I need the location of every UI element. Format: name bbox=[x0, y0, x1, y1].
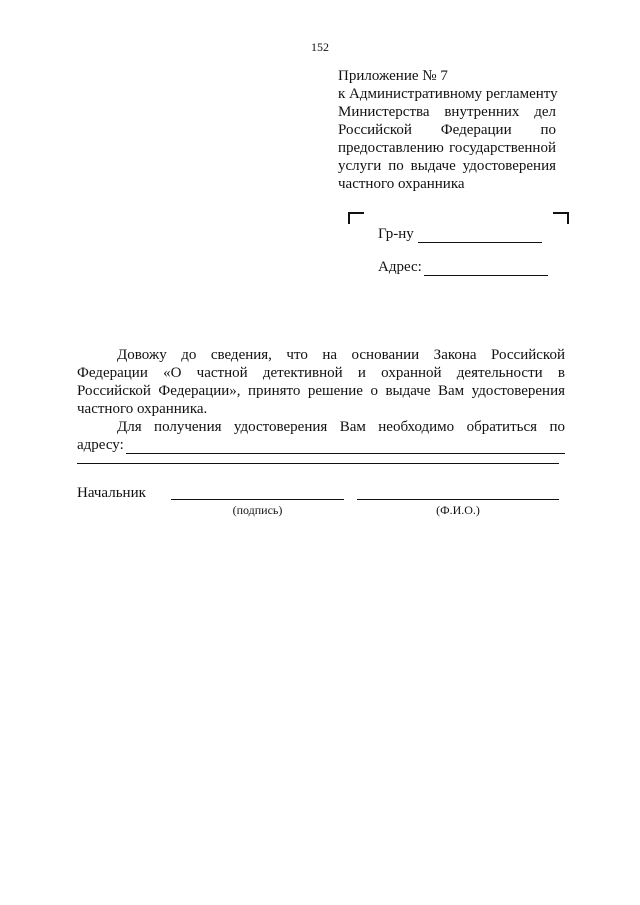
notice-line: частного охранника. bbox=[77, 401, 208, 417]
notice-line: Российской Федерации», принято решение о выдаче Вам удостоверения bbox=[77, 383, 565, 399]
recipient-name-label: Гр-ну bbox=[378, 226, 414, 242]
instruction-line: Для получения удостоверения Вам необходимо обратиться по bbox=[117, 419, 565, 435]
appendix-header bbox=[338, 67, 556, 193]
appendix-line: услуги по выдаче удостоверения bbox=[338, 158, 556, 174]
office-address-extra-line[interactable] bbox=[77, 463, 559, 464]
recipient-address-label: Адрес: bbox=[378, 259, 422, 275]
signature-caption: (подпись) bbox=[232, 503, 283, 517]
full-name-caption: (Ф.И.О.) bbox=[436, 503, 480, 517]
notice-paragraph bbox=[77, 346, 565, 454]
recipient-name-field bbox=[378, 226, 542, 243]
recipient-name-blank[interactable] bbox=[418, 228, 542, 243]
signature-line[interactable] bbox=[171, 499, 344, 500]
notice-line: Довожу до сведения, что на основании Закона Российской bbox=[117, 347, 565, 363]
appendix-line: предоставлению государственной bbox=[338, 140, 556, 156]
recipient-address-field bbox=[378, 259, 548, 276]
full-name-line[interactable] bbox=[357, 499, 559, 500]
office-address-label: адресу: bbox=[77, 437, 124, 453]
appendix-line: Российской Федерации по bbox=[338, 122, 556, 138]
appendix-title: Приложение № 7 bbox=[338, 68, 448, 84]
office-address-blank[interactable] bbox=[126, 439, 565, 454]
address-block-corner-right bbox=[553, 212, 569, 224]
signatory-position: Начальник bbox=[77, 485, 146, 501]
appendix-line: частного охранника bbox=[338, 176, 465, 192]
appendix-line: Министерства внутренних дел bbox=[338, 104, 556, 120]
address-block-corner-left bbox=[348, 212, 364, 224]
page-number: 152 bbox=[311, 40, 329, 54]
appendix-line: к Административному регламенту bbox=[338, 86, 558, 102]
office-address-row bbox=[77, 436, 565, 454]
notice-line: Федерации «О частной детективной и охранной деятельности в bbox=[77, 365, 565, 381]
recipient-address-blank[interactable] bbox=[424, 261, 548, 276]
